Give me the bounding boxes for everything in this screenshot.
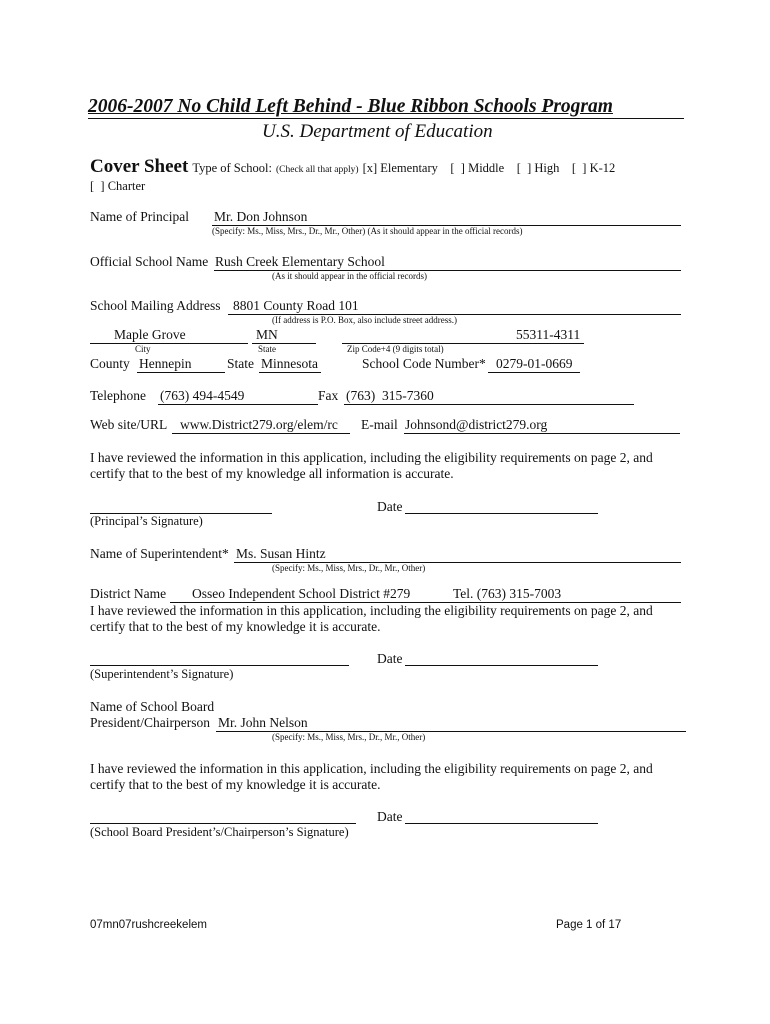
- superintendent-hint: (Specify: Ms., Miss, Mrs., Dr., Mr., Other): [272, 563, 426, 573]
- website-value[interactable]: www.District279.org/elem/rc: [180, 417, 338, 432]
- principal-hint: (Specify: Ms., Miss, Mrs., Dr., Mr., Other) (As it should appear in the official records): [212, 226, 523, 236]
- board-label-1: Name of School Board: [90, 699, 215, 714]
- principal-date-label: Date: [377, 499, 403, 514]
- principal-name[interactable]: Mr. Don Johnson: [214, 209, 308, 224]
- state-label: State: [227, 356, 254, 371]
- district-name[interactable]: Osseo Independent School District #279: [192, 586, 411, 601]
- page-title: 2006-2007 No Child Left Behind - Blue Ribbon Schools Program: [88, 96, 613, 117]
- email-value[interactable]: Johnsond@district279.org: [405, 417, 548, 432]
- superintendent-date-label: Date: [377, 651, 403, 666]
- state-value[interactable]: Minnesota: [261, 356, 318, 371]
- address-hint: (If address is P.O. Box, also include street address.): [272, 315, 457, 325]
- district-telephone[interactable]: Tel. (763) 315-7003: [453, 586, 562, 601]
- state-value-line: [259, 372, 321, 373]
- footer-file-id: 07mn07rushcreekelem: [90, 919, 207, 931]
- fax-line: [344, 404, 634, 405]
- superintendent-name[interactable]: Ms. Susan Hintz: [236, 546, 326, 561]
- email-line: [404, 433, 680, 434]
- board-date-label: Date: [377, 809, 403, 824]
- superintendent-date-line[interactable]: [405, 665, 598, 666]
- school-type-label: Type of School:: [192, 161, 272, 175]
- state-abbrev[interactable]: MN: [256, 327, 278, 342]
- charter-checkbox[interactable]: [ ] Charter: [90, 179, 146, 193]
- city-line: [90, 343, 248, 344]
- board-hint: (Specify: Ms., Miss, Mrs., Dr., Mr., Other): [272, 732, 426, 742]
- telephone-value[interactable]: (763) 494-4549: [160, 388, 245, 403]
- telephone-line: [158, 404, 318, 405]
- zip-caption: Zip Code+4 (9 digits total): [347, 344, 444, 354]
- school-type-options[interactable]: [x] Elementary [ ] Middle [ ] High [ ] K-12: [362, 161, 616, 175]
- email-label: E-mail: [361, 417, 398, 432]
- school-code[interactable]: 0279-01-0669: [496, 356, 573, 371]
- school-type-hint: (Check all that apply): [276, 165, 359, 175]
- principal-signature-caption: (Principal’s Signature): [90, 514, 203, 528]
- address-label: School Mailing Address: [90, 298, 221, 313]
- footer-page-number: Page 1 of 17: [556, 919, 622, 931]
- website-line: [172, 433, 350, 434]
- county-label: County: [90, 356, 130, 371]
- board-signature-line[interactable]: [90, 823, 356, 824]
- principal-certify-2: certify that to the best of my knowledge all information is accurate.: [90, 466, 454, 481]
- school-name-hint: (As it should appear in the official records): [272, 271, 428, 281]
- school-name-label: Official School Name: [90, 254, 209, 269]
- school-name[interactable]: Rush Creek Elementary School: [215, 254, 385, 269]
- state-caption: State: [258, 344, 276, 354]
- website-label: Web site/URL: [90, 417, 168, 432]
- principal-certify-1: I have reviewed the information in this application, including the eligibility requirements on page 2, and: [90, 450, 653, 465]
- fax-label: Fax: [318, 388, 339, 403]
- board-president-name[interactable]: Mr. John Nelson: [218, 715, 308, 730]
- board-date-line[interactable]: [405, 823, 598, 824]
- principal-label: Name of Principal: [90, 209, 189, 224]
- superintendent-signature-line[interactable]: [90, 665, 349, 666]
- page-subtitle: U.S. Department of Education: [262, 121, 493, 142]
- zip-code[interactable]: 55311-4311: [516, 327, 581, 342]
- cover-heading: Cover Sheet: [90, 156, 189, 177]
- fax-value[interactable]: (763) 315-7360: [346, 388, 434, 403]
- board-signature-caption: (School Board President’s/Chairperson’s Signature): [90, 825, 349, 839]
- county-line: [137, 372, 225, 373]
- title-underline: [88, 118, 684, 119]
- board-certify-1: I have reviewed the information in this application, including the eligibility requirements on page 2, and: [90, 761, 653, 776]
- district-label: District Name: [90, 586, 167, 601]
- superintendent-label: Name of Superintendent*: [90, 546, 229, 561]
- principal-date-line[interactable]: [405, 513, 598, 514]
- city-value[interactable]: Maple Grove: [114, 327, 186, 342]
- cover-heading-row: [90, 156, 615, 178]
- county-value[interactable]: Hennepin: [139, 356, 192, 371]
- superintendent-certify-1: I have reviewed the information in this application, including the eligibility requirements on page 2, and: [90, 603, 653, 618]
- school-code-label: School Code Number*: [362, 356, 486, 371]
- city-caption: City: [135, 344, 151, 354]
- school-code-line: [488, 372, 580, 373]
- street-address[interactable]: 8801 County Road 101: [233, 298, 359, 313]
- superintendent-certify-2: certify that to the best of my knowledge it is accurate.: [90, 619, 381, 634]
- board-label-2: President/Chairperson: [90, 715, 210, 730]
- telephone-label: Telephone: [90, 388, 147, 403]
- superintendent-signature-caption: (Superintendent’s Signature): [90, 667, 234, 681]
- board-certify-2: certify that to the best of my knowledge it is accurate.: [90, 777, 381, 792]
